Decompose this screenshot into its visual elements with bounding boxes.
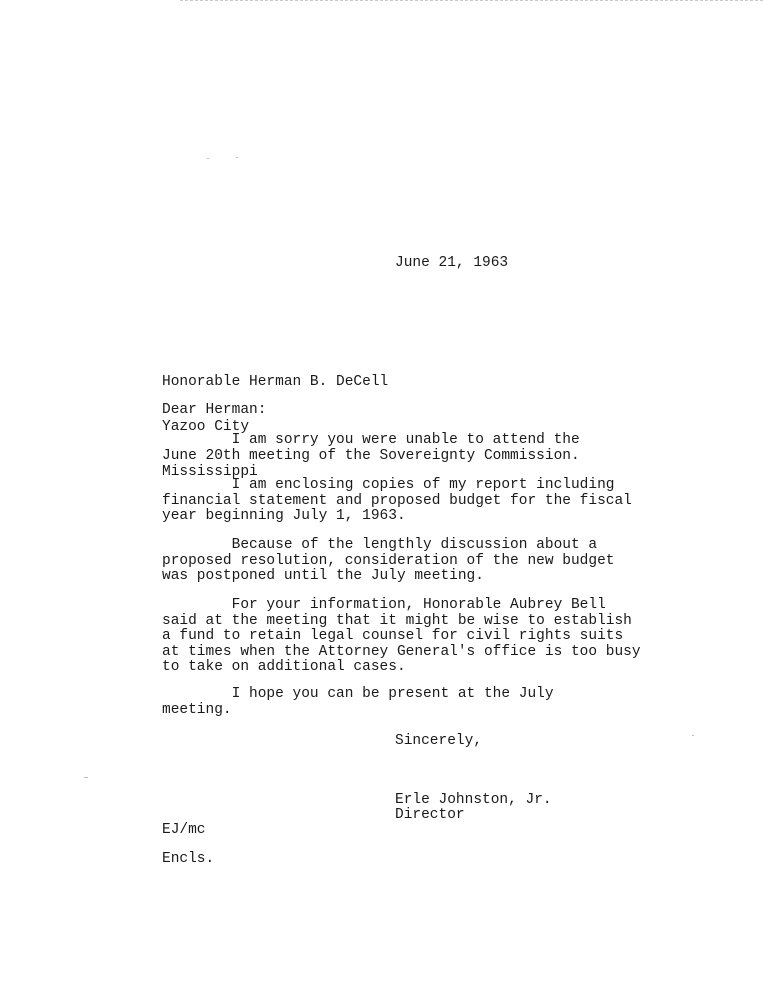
signature-block: [395, 793, 552, 823]
recipient-address: [162, 345, 388, 495]
paragraph-2: [162, 478, 632, 525]
paragraph-line: I am enclosing copies of my report including: [162, 477, 615, 493]
paragraph-line: I hope you can be present at the July: [162, 686, 554, 702]
paragraph-line: was postponed until the July meeting.: [162, 568, 484, 584]
paragraph-line: said at the meeting that it might be wise to establish: [162, 612, 632, 629]
paragraph-line: at times when the Attorney General's office is too busy: [162, 643, 641, 660]
paragraph-4: [162, 598, 641, 676]
address-line-state: Mississippi: [162, 464, 258, 480]
paragraph-3: [162, 538, 614, 585]
salutation: Dear Herman:: [162, 402, 267, 418]
enclosure-note: Encls.: [162, 851, 215, 867]
paragraph-line: June 20th meeting of the Sovereignty Commission.: [162, 447, 580, 464]
scan-speck: [692, 735, 694, 736]
paragraph-line: proposed resolution, consideration of the new budget: [162, 552, 615, 569]
letter-date: June 21, 1963: [395, 255, 509, 271]
signer-title: Director: [395, 807, 465, 823]
paragraph-1: [162, 433, 580, 464]
paragraph-line: to take on additional cases.: [162, 659, 406, 675]
paragraph-line: meeting.: [162, 701, 232, 718]
paragraph-line: financial statement and proposed budget for the fiscal: [162, 492, 632, 509]
scan-speck: [84, 777, 88, 778]
address-line-city: Yazoo City: [162, 419, 250, 435]
signer-name: Erle Johnston, Jr.: [395, 792, 552, 808]
paragraph-line: a fund to retain legal counsel for civil rights suits: [162, 628, 624, 644]
closing: Sincerely,: [395, 733, 483, 749]
scan-speck: [236, 157, 238, 158]
typist-initials: EJ/mc: [162, 822, 206, 838]
paragraph-line: I am sorry you were unable to attend the: [162, 432, 580, 448]
scan-speck: [207, 158, 209, 159]
paragraph-line: year beginning July 1, 1963.: [162, 508, 406, 524]
address-line-name: Honorable Herman B. DeCell: [162, 374, 389, 390]
paragraph-line: For your information, Honorable Aubrey Bell: [162, 597, 606, 613]
paragraph-5: [162, 687, 554, 718]
paragraph-line: Because of the lengthly discussion about a: [162, 537, 598, 553]
page-top-edge: [180, 0, 763, 1]
